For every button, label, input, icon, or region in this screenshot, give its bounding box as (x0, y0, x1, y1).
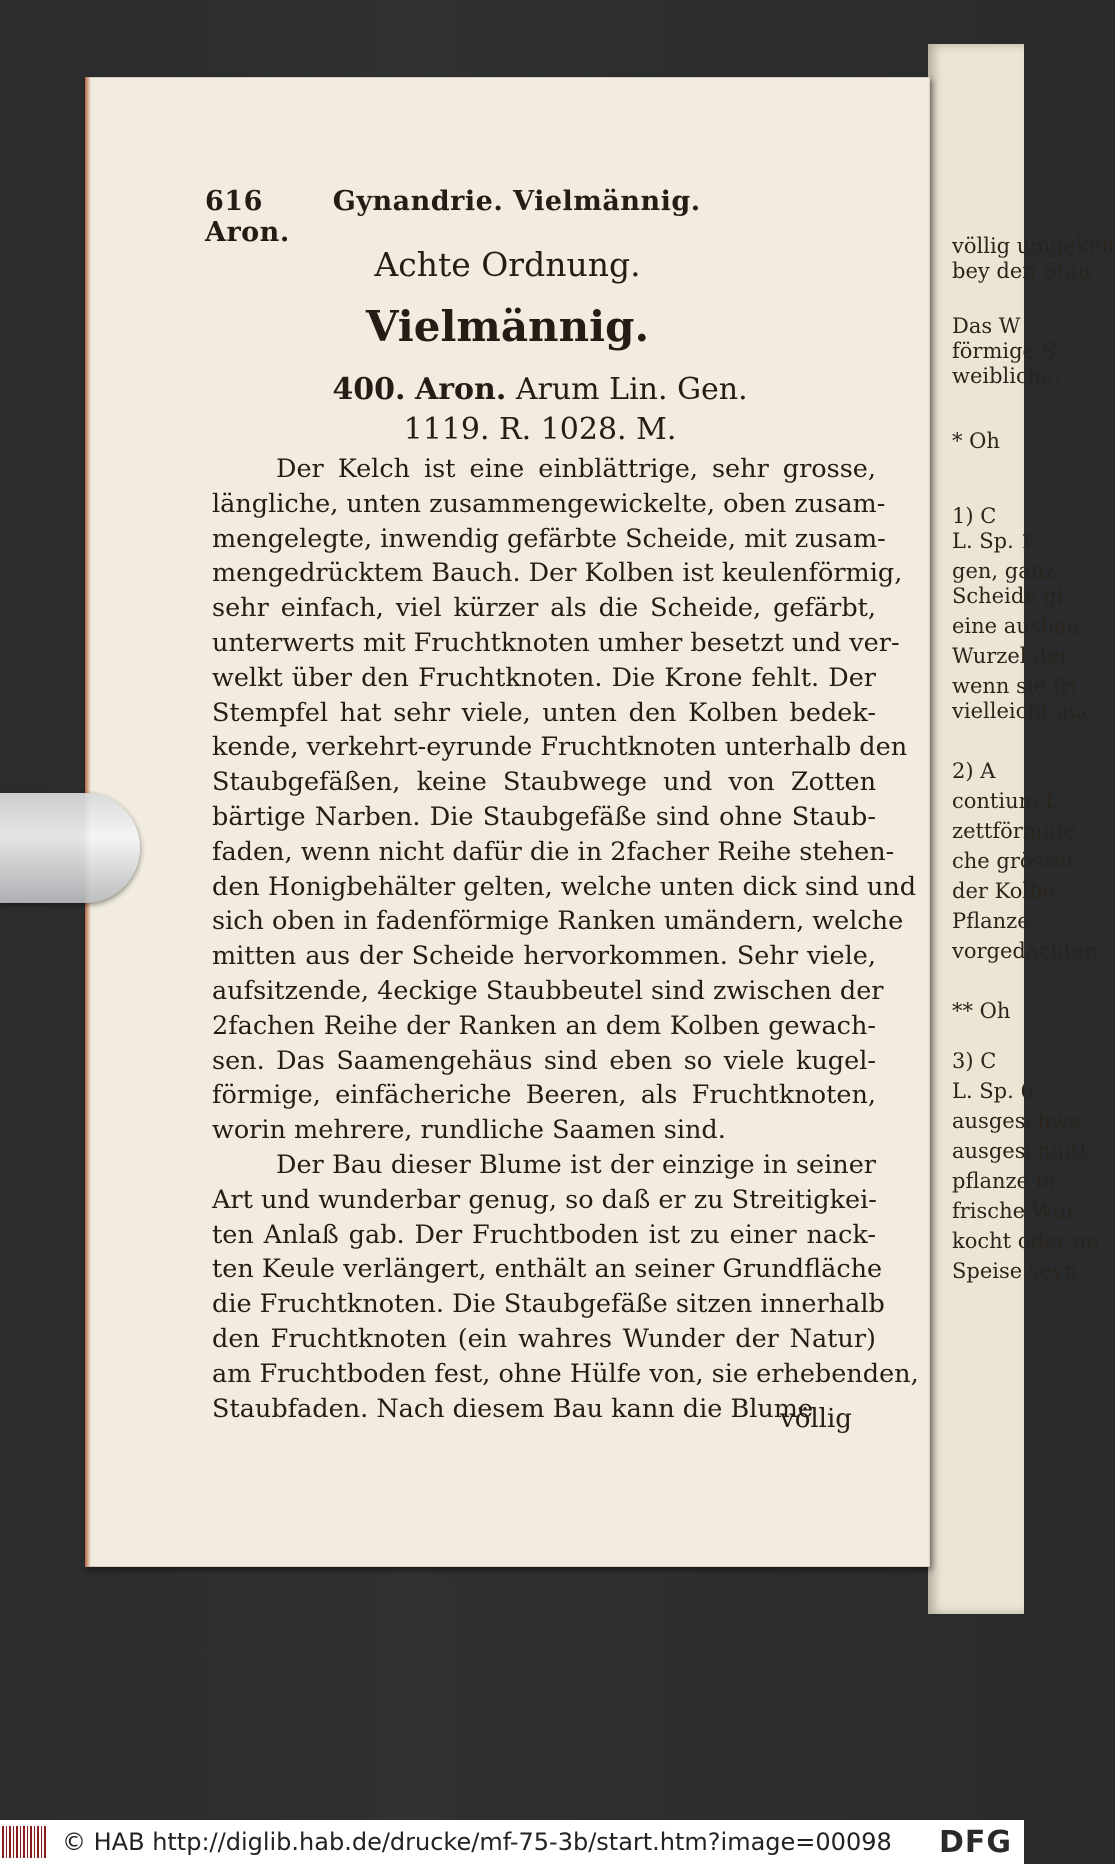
facing-page-text-fragment: gen, ganz (952, 559, 1056, 583)
running-head (205, 186, 725, 248)
facing-page-text-fragment: Das W (952, 314, 1021, 338)
citation-link[interactable]: © HAB http://diglib.hab.de/drucke/mf-75-3b/start.htm?image=00098 (62, 1828, 892, 1856)
facing-page-text-fragment: 1) C (952, 504, 997, 528)
facing-page-text-fragment: eine ausbau (952, 614, 1081, 638)
genus-heading (200, 370, 880, 450)
text-line: Stempfel hat sehr viele, unten den Kolben bedek- (212, 697, 876, 728)
facing-page-text-fragment: ausgeschwe (952, 1109, 1082, 1133)
text-line: längliche, unten zusammengewickelte, oben zusam- (212, 488, 886, 519)
text-line: ten Anlaß gab. Der Fruchtboden ist zu einer nack- (212, 1219, 876, 1250)
text-line: Der Bau dieser Blume ist der einzige in seiner (276, 1149, 876, 1180)
facing-page-text-fragment: der Kolbe (952, 879, 1055, 903)
facing-page-text-fragment: Pflanze. (952, 909, 1037, 933)
text-line: ten Keule verlängert, enthält an seiner Grundfläche (212, 1254, 883, 1285)
facing-page-text-fragment: weibliche, (952, 364, 1061, 388)
text-line: welkt über den Fruchtknoten. Die Krone fehlt. Der (212, 662, 876, 693)
text-line: sehr einfach, viel kürzer als die Scheide, gefärbt, (212, 593, 876, 624)
text-line: sen. Das Saamengehäus sind eben so viele kugel- (212, 1045, 876, 1076)
facing-page-text-fragment: vielleicht auc (952, 699, 1094, 723)
page-holder-clip (0, 793, 140, 903)
text-line: Staubfaden. Nach diesem Bau kann die Blume (212, 1393, 814, 1424)
text-line: sich oben in fadenförmige Ranken umändern, welche (212, 906, 904, 937)
facing-page-text-fragment: vorgedachten (952, 939, 1099, 963)
facing-page-text-fragment: frische Wur (952, 1199, 1076, 1223)
facing-page-text-fragment: L. Sp. 1. (952, 529, 1041, 553)
text-line: förmige, einfächeriche Beeren, als Fruchtknoten, (212, 1080, 876, 1111)
text-line: Der Kelch ist eine einblättrige, sehr grosse, (276, 454, 876, 484)
text-line: Art und wunderbar genug, so daß er zu Streitigkei- (212, 1184, 877, 1215)
text-line: die Fruchtknoten. Die Staubgefäße sitzen innerhalb (212, 1289, 885, 1320)
facing-page-text-fragment: völlig umgekeh (952, 234, 1115, 258)
text-line: unterwerts mit Fruchtknoten umher besetzt und ver- (212, 627, 900, 658)
facing-page-text-fragment: che grösser (952, 849, 1077, 873)
facing-page-text-fragment: * Oh (952, 429, 1000, 453)
text-line: worin mehrere, rundliche Saamen sind. (212, 1115, 726, 1146)
facing-page-text-fragment: Wurzel der (952, 644, 1070, 668)
facing-page-text-fragment: pflanze in (952, 1169, 1056, 1193)
page-number: 616 (205, 186, 263, 217)
text-line: den Fruchtknoten (ein wahres Wunder der Natur) (212, 1323, 876, 1354)
library-barcode-icon (2, 1826, 48, 1858)
text-line: kende, verkehrt-eyrunde Fruchtknoten unterhalb den (212, 732, 908, 763)
order-heading: Achte Ordnung. (374, 245, 641, 284)
text-line: bärtige Narben. Die Staubgefäße sind ohne Staub- (212, 801, 876, 832)
genus-number: 400. (332, 372, 406, 407)
subheading: Vielmännig. (365, 302, 650, 351)
facing-page-text-fragment: bey den Stau (952, 259, 1092, 283)
text-line: mitten aus der Scheide hervorkommen. Sehr viele, (212, 941, 876, 972)
facing-page-text-fragment: 3) C (952, 1049, 997, 1073)
text-line: am Fruchtboden fest, ohne Hülfe von, sie erhebenden, (212, 1358, 919, 1389)
facing-page-text-fragment: ausgeschnitt (952, 1139, 1088, 1163)
facing-page-text-fragment: ** Oh (952, 999, 1011, 1023)
text-line: aufsitzende, 4eckige Staubbeutel sind zwischen der (212, 975, 884, 1006)
catchword: völlig (780, 1404, 852, 1434)
description-text (212, 452, 919, 1426)
dfg-logo: DFG (938, 1824, 1012, 1860)
text-line: mengelegte, inwendig gefärbte Scheide, mit zusam- (212, 523, 886, 554)
facing-page-text-fragment: wenn sie fri (952, 674, 1078, 698)
text-line: mengedrücktem Bauch. Der Kolben ist keulenförmig, (212, 558, 903, 589)
text-line: 2fachen Reihe der Ranken an dem Kolben gewach- (212, 1010, 876, 1041)
facing-page-text-fragment: L. Sp. 6. (952, 1079, 1041, 1103)
facing-page-text-fragment: zettförmige (952, 819, 1076, 843)
running-head-title: Gynandrie. Vielmännig. Aron. (205, 186, 701, 248)
genus-name: Aron. (414, 372, 507, 407)
facing-page-text-fragment: 2) A (952, 759, 996, 783)
facing-page-text-fragment: kocht oder ge (952, 1229, 1099, 1253)
text-line: faden, wenn nicht dafür die in 2facher Reihe stehen- (212, 836, 895, 867)
facing-page-text-fragment: Speise seyn. (952, 1259, 1085, 1283)
genus-heading-line-1 (200, 370, 880, 410)
genus-reference-2: 1119. R. 1028. M. (403, 412, 677, 447)
facing-page-edge (928, 44, 1115, 1614)
facing-page-text-fragment: Scheide gl (952, 584, 1064, 608)
facing-page-text-fragment: contium L (952, 789, 1060, 813)
text-line: Staubgefäßen, keine Staubwege und von Zotten (212, 767, 876, 798)
genus-reference-1: Arum Lin. Gen. (515, 372, 748, 407)
facing-page-text-fragment: förmige S (952, 339, 1057, 363)
text-line: den Honigbehälter gelten, welche unten dick sind und (212, 871, 917, 902)
viewer-footer (0, 1820, 1024, 1864)
